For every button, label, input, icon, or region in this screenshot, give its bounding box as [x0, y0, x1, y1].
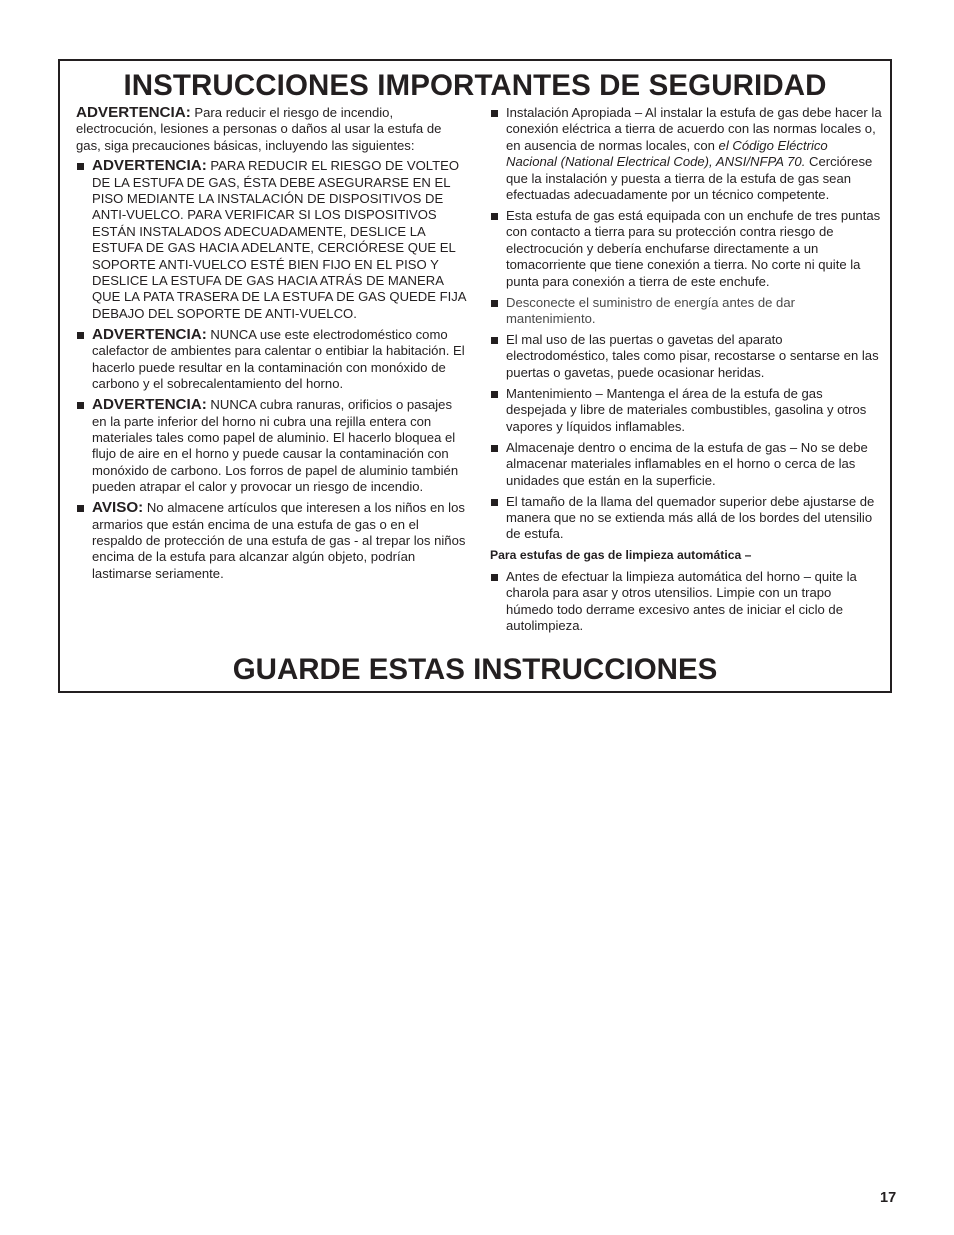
intro-paragraph: [76, 105, 466, 154]
list-item-text: Esta estufa de gas está equipada con un enchufe de tres puntas con contacto a tierra para su protección contra riesgo de electrocución y debería enchufarse directamente a un tomacorriente que tiene conexión a tierra. No corte ni quite la punta para conexión a tierra de este enchufe.: [506, 208, 881, 289]
intro-text: Para reducir el riesgo de incendio, electrocución, lesiones a personas o daños al usar la estufa de gas, siga precauciones básicas, incluyendo las siguientes:: [76, 105, 442, 153]
list-item-maintenance: [490, 386, 882, 435]
square-bullet-icon: [77, 163, 84, 170]
install-code-reference: el Código Eléctrico Nacional (National Electrical Code), ANSI/NFPA 70.: [506, 137, 828, 170]
square-bullet-icon: [491, 574, 498, 581]
list-item-doors-drawers: [490, 332, 882, 381]
notice-text: No almacene artículos que interesen a los niños en los armarios que están encima de una estufa de gas o en el respaldo de protección de una estufa de gas - al trepar los niños encima de la estufa para alcanzar algún objeto, podrían lastimarse seriamente.: [92, 500, 466, 581]
warning-text: NUNCA cubra ranuras, orificios o pasajes en la parte inferior del horno ni cubra una rejilla entera con materiales tales como papel de aluminio. El hacerlo bloquea el flujo de aire en el horno y puede causar la contaminación con monóxido de carbono. Los forros de papel de aluminio también pueden atrapar el calor y provocar un riesgo de incendio.: [92, 397, 459, 495]
warning-text: NUNCA use este electrodoméstico como calefactor de ambientes para calentar o entibiar la habitación. El hacerlo puede resultar en la contaminación con monóxido de carbono y el sobrecalentamiento del horno.: [92, 326, 465, 392]
warning-item-anti-tip: [76, 158, 466, 322]
square-bullet-icon: [77, 332, 84, 339]
install-text-pre: Instalación Apropiada – Al instalar la estufa de gas debe hacer la conexión eléctrica a tierra de acuerdo con las normas locales o, en ausencia de normas locales, con: [506, 105, 882, 153]
list-item-text: Almacenaje dentro o encima de la estufa de gas – No se debe almacenar materiales inflamables en el horno o cerca de las unidades que están en la superficie.: [506, 439, 868, 488]
right-safety-list: [490, 105, 882, 543]
square-bullet-icon: [491, 300, 498, 307]
list-item-text: El tamaño de la llama del quemador superior debe ajustarse de manera que no se extienda más allá de los bordes del utensilio de estufa.: [506, 493, 875, 542]
list-item-proper-installation: [490, 105, 882, 203]
square-bullet-icon: [77, 505, 84, 512]
warning-text: PARA REDUCIR EL RIESGO DE VOLTEO DE LA ESTUFA DE GAS, ÉSTA DEBE ASEGURARSE EN EL PISO MEDIANTE LA INSTALACIÓN DE DISPOSITIVOS DE ANTI-VUELCO. PARA VERIFICAR SI LOS DISPOSITIVOS ESTÁN INSTALADOS ADECUADAMENTE, DESLICE LA ESTUFA DE GAS HACIA ADELANTE, CERCIÓRESE QUE EL SOPORTE ANTI-VUELCO ESTÉ BIEN FIJO EN EL PISO Y DESLICE LA ESTUFA DE GAS HACIA ATRÁS DE MANERA QUE LA PATA TRASERA DE LA ESTUFA DE GAS QUEDE FIJA DEBAJO DEL SOPORTE DE ANTI-VUELCO.: [92, 158, 466, 321]
list-item-text: Desconecte el suministro de energía antes de dar mantenimiento.: [506, 294, 795, 327]
square-bullet-icon: [491, 499, 498, 506]
intro-warning-label: ADVERTENCIA:: [76, 104, 191, 121]
list-item-disconnect-power: [490, 295, 882, 328]
square-bullet-icon: [491, 213, 498, 220]
page-number: 17: [880, 1190, 897, 1206]
notice-item-children: [76, 500, 466, 582]
warning-item-space-heater: [76, 327, 466, 393]
warning-label: ADVERTENCIA:: [92, 157, 207, 175]
install-text-post: Cerciórese que la instalación y puesta a tierra de la estufa de gas sean efectuadas adecuadamente por un técnico competente.: [506, 154, 873, 203]
square-bullet-icon: [491, 337, 498, 344]
list-item-flame-size: [490, 494, 882, 543]
square-bullet-icon: [491, 391, 498, 398]
notice-label: AVISO:: [92, 499, 144, 517]
list-item-text: Antes de efectuar la limpieza automática del horno – quite la charola para asar y otros utensilios. Limpie con un trapo húmedo todo derrame excesivo antes de iniciar el ciclo de autolimpieza.: [506, 568, 857, 633]
list-item-text: El mal uso de las puertas o gavetas del aparato electrodoméstico, tales como pisar, recostarse o sentarse en las puertas o gavetas, puede ocasionar heridas.: [506, 332, 879, 380]
page-title: INSTRUCCIONES IMPORTANTES DE SEGURIDAD: [123, 69, 827, 102]
left-column: [76, 105, 466, 587]
list-item-grounded-plug: [490, 208, 882, 290]
save-instructions-heading: GUARDE ESTAS INSTRUCCIONES: [232, 653, 718, 686]
square-bullet-icon: [77, 402, 84, 409]
self-clean-subheading: Para estufas de gas de limpieza automática –: [490, 548, 752, 563]
list-item-text: Mantenimiento – Mantenga el área de la estufa de gas despejada y libre de materiales combustibles, gasolina y otros vapores y líquidos inflamables.: [506, 385, 867, 434]
list-item-self-clean: [490, 569, 882, 635]
warning-item-vents: [76, 397, 466, 495]
square-bullet-icon: [491, 445, 498, 452]
right-column: [490, 105, 882, 639]
square-bullet-icon: [491, 110, 498, 117]
list-item-storage: [490, 440, 882, 489]
self-clean-list: [490, 569, 882, 635]
safety-instructions-box: [58, 59, 892, 693]
warning-label: ADVERTENCIA:: [92, 325, 207, 343]
warning-label: ADVERTENCIA:: [92, 396, 207, 414]
left-warning-list: [76, 158, 466, 582]
